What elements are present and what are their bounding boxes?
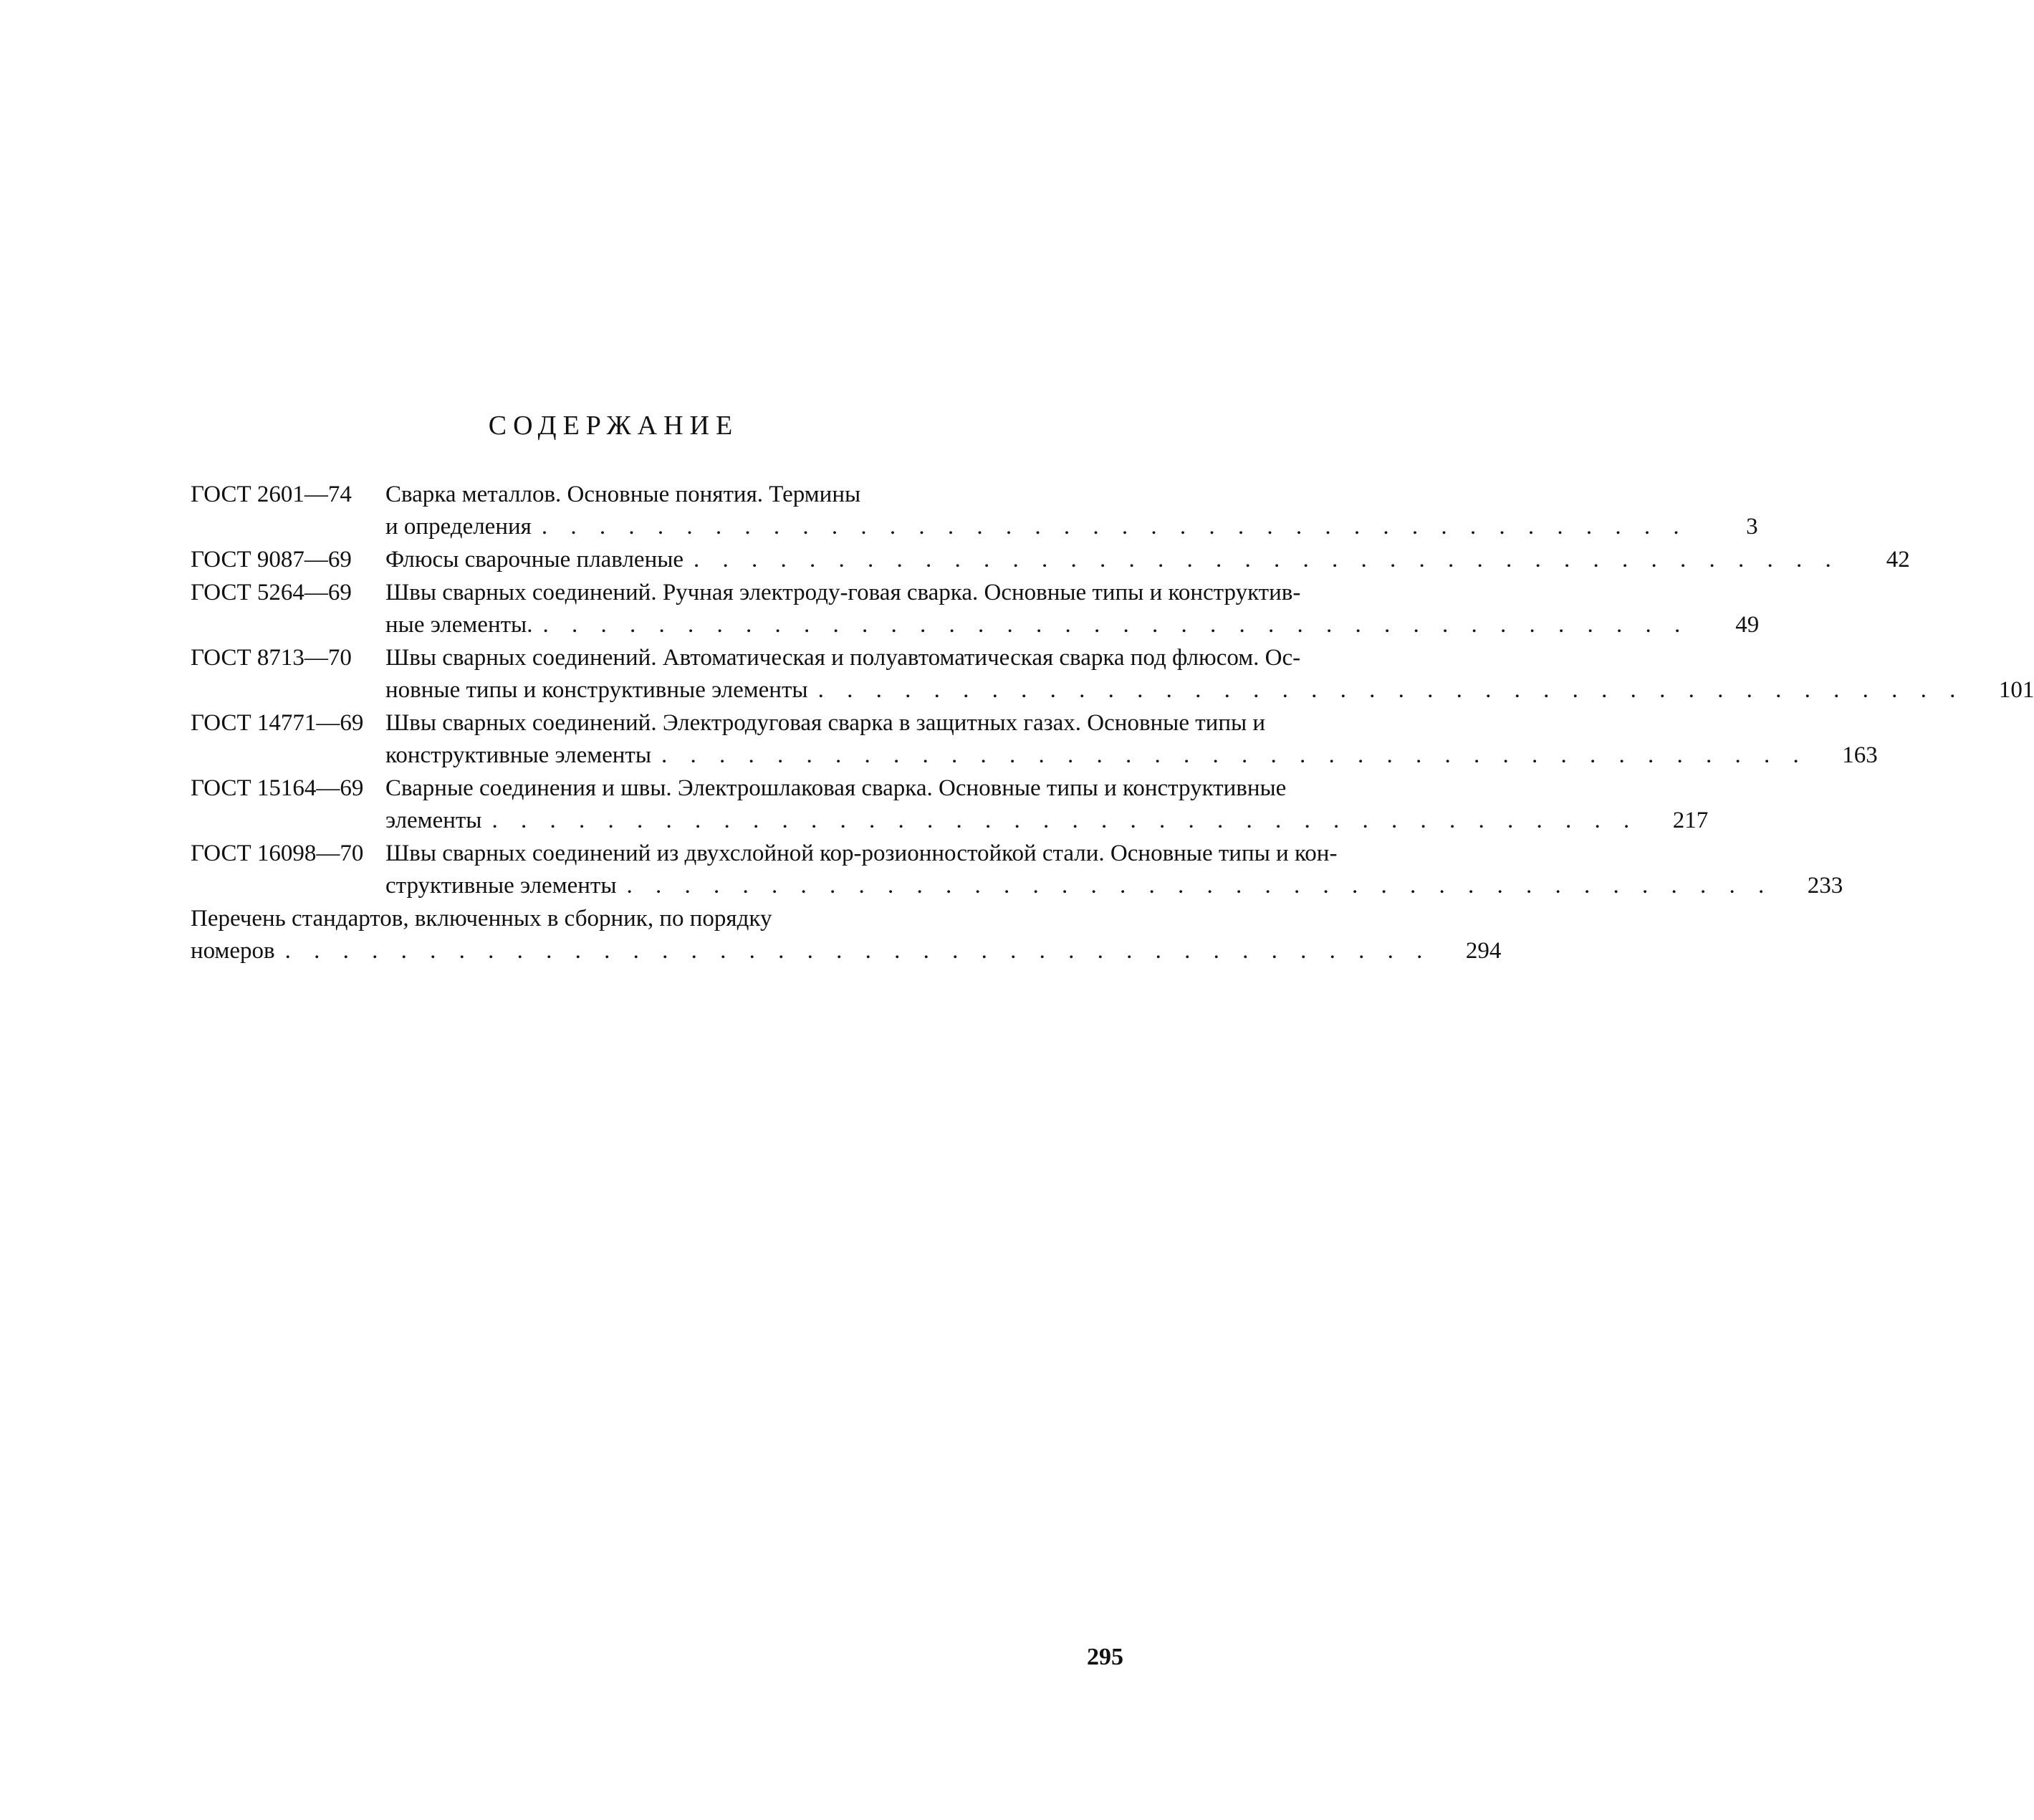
page-number: 294 xyxy=(1465,938,1502,964)
entry-title xyxy=(385,707,1813,772)
entry-last-line xyxy=(385,870,1778,902)
entry-last-line xyxy=(385,544,1846,576)
entry-last-text: ные элементы. xyxy=(385,612,533,638)
page-number: 42 xyxy=(1886,547,1910,573)
entry-title xyxy=(385,642,1970,707)
entry-text: Швы сварных соединений из двухслойной кор-розионностойкой стали. Основные типы и кон- xyxy=(385,840,1338,866)
standard-code: ГОСТ 16098—70 xyxy=(191,840,364,866)
entry-last-line xyxy=(385,739,1813,772)
dot-leader xyxy=(275,935,1437,967)
entry-last-text: структивные элементы xyxy=(385,873,617,899)
toc-entry xyxy=(191,544,1910,576)
folio-page-number: 295 xyxy=(1087,1644,1123,1670)
entry-title xyxy=(191,903,1436,967)
entry-title xyxy=(385,838,1778,902)
entry-text: Сварка металлов. Основные понятия. Термины xyxy=(385,482,861,507)
page-number: 233 xyxy=(1807,873,1843,899)
dot-leader xyxy=(532,511,1694,543)
dot-leader xyxy=(683,544,1846,576)
page-number: 163 xyxy=(1842,742,1878,768)
toc-entry-index xyxy=(191,903,1502,967)
entry-last-line xyxy=(385,674,1970,707)
entry-last-text: новные типы и конструктивные элементы xyxy=(385,677,808,703)
entry-last-line xyxy=(385,511,1694,543)
entry-last-text: конструктивные элементы xyxy=(385,742,652,768)
dot-leader xyxy=(481,805,1644,837)
page-number: 3 xyxy=(1746,514,1758,540)
entry-last-text: Флюсы сварочные плавленые xyxy=(385,547,684,573)
entry-text: Швы сварных соединений. Электродуговая сварка в защитных газах. Основные типы и xyxy=(385,710,1266,736)
dot-leader xyxy=(651,739,1813,772)
entry-last-text: и определения xyxy=(385,514,532,540)
table-of-contents xyxy=(191,479,2034,968)
dot-leader xyxy=(532,609,1694,641)
standard-code: ГОСТ 14771—69 xyxy=(191,710,364,736)
entry-last-line xyxy=(385,609,1694,641)
page-number: 101 xyxy=(1998,677,2034,703)
standard-code: ГОСТ 2601—74 xyxy=(191,482,352,507)
entry-title xyxy=(385,544,1846,576)
entry-last-line xyxy=(385,805,1644,837)
toc-entry xyxy=(191,838,1843,902)
dot-leader xyxy=(808,674,1970,707)
entry-last-text: номеров xyxy=(191,938,275,964)
entry-text: Швы сварных соединений. Автоматическая и полуавтоматическая сварка под флюсом. Ос- xyxy=(385,645,1301,671)
dot-leader xyxy=(617,870,1779,902)
entry-text: Швы сварных соединений. Ручная электроду-говая сварка. Основные типы и конструктив- xyxy=(385,580,1301,605)
toc-entry xyxy=(191,642,2034,707)
page-number: 217 xyxy=(1672,808,1709,833)
entry-title xyxy=(385,479,1694,543)
entry-title xyxy=(385,577,1694,641)
entry-text: Сварные соединения и швы. Электрошлаковая сварка. Основные типы и конструктивные xyxy=(385,775,1287,801)
standard-code: ГОСТ 15164—69 xyxy=(191,775,364,801)
toc-entry xyxy=(191,479,1758,543)
standard-code: ГОСТ 5264—69 xyxy=(191,580,352,605)
page-number: 49 xyxy=(1735,612,1760,638)
entry-last-line xyxy=(191,935,1436,967)
entry-title xyxy=(385,772,1644,837)
standard-code: ГОСТ 9087—69 xyxy=(191,547,352,573)
entry-text: Перечень стандартов, включенных в сборник, по порядку xyxy=(191,906,772,931)
entry-last-text: элементы xyxy=(385,808,482,833)
page-title: СОДЕРЖАНИЕ xyxy=(488,411,739,441)
toc-entry xyxy=(191,772,1709,837)
toc-entry xyxy=(191,707,1878,772)
toc-entry xyxy=(191,577,1760,641)
standard-code: ГОСТ 8713—70 xyxy=(191,645,352,671)
